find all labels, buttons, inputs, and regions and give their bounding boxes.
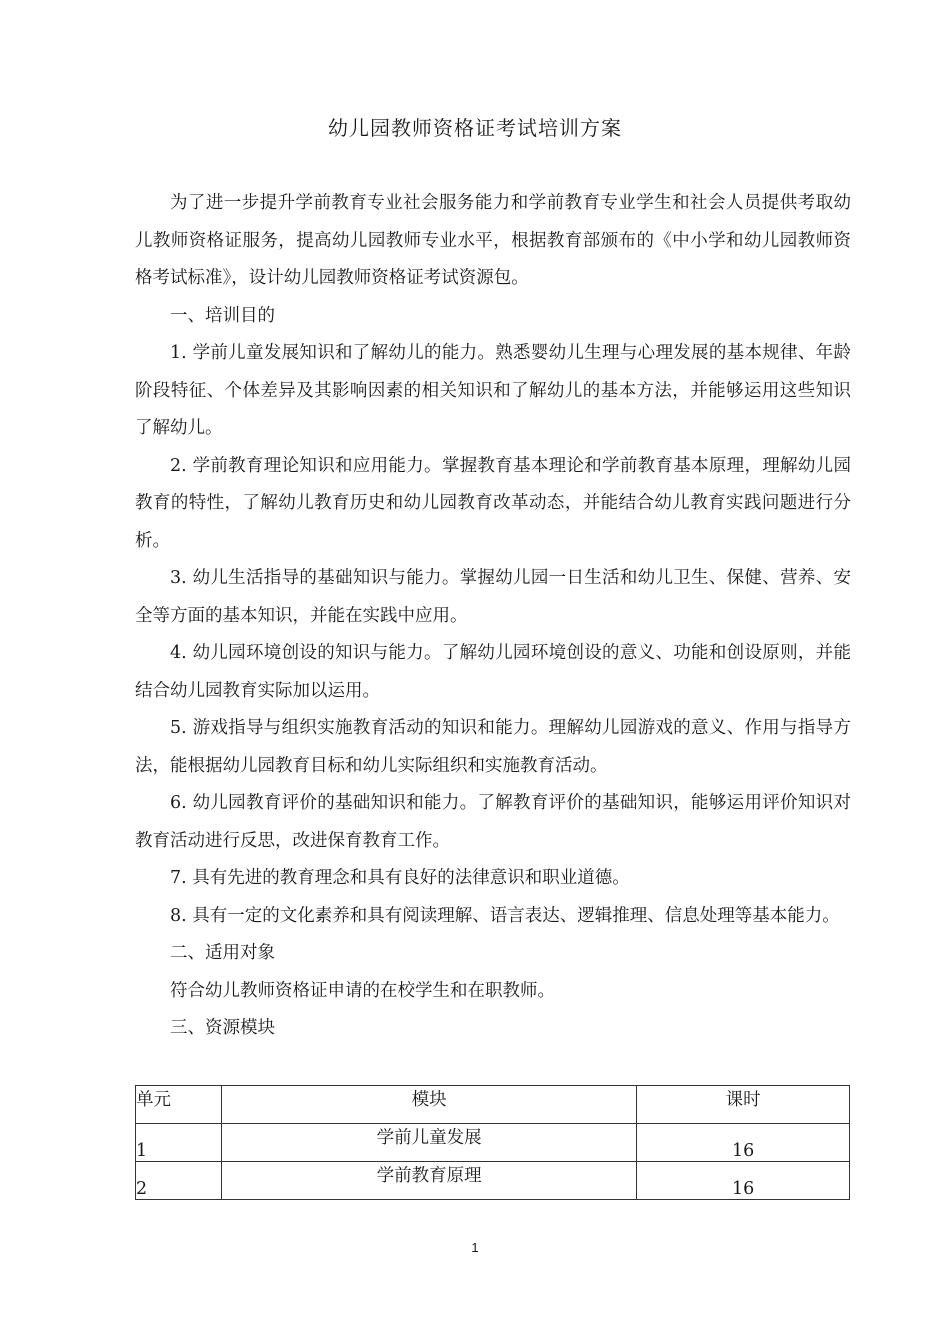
goal-item-6: 6. 幼儿园教育评价的基础知识和能力。了解教育评价的基础知识，能够运用评价知识对教育活动进行反思，改进保育教育工作。 [135,793,851,851]
column-header-module: 模块 [221,1086,636,1124]
column-header-unit: 单元 [136,1086,222,1124]
table-row [136,1162,850,1200]
goal-item-2: 2. 学前教育理论知识和应用能力。掌握教育基本理论和学前教育基本原理，理解幼儿园教育的特性，了解幼儿教育历史和幼儿园教育改革动态，并能结合幼儿教育实践问题进行分析。 [135,455,851,551]
goal-item-8: 8. 具有一定的文化素养和具有阅读理解、语言表达、逻辑推理、信息处理等基本能力。 [170,905,840,926]
goal-item-1: 1. 学前儿童发展知识和了解幼儿的能力。熟悉婴幼儿生理与心理发展的基本规律、年龄阶段特征、个体差异及其影响因素的相关知识和了解幼儿的基本方法，并能够运用这些知识了解幼儿。 [135,343,851,438]
page-number: 1 [471,1240,479,1255]
target-audience-text: 符合幼儿教师资格证申请的在校学生和在职教师。 [170,980,555,1001]
table-cell-hours: 16 [637,1162,850,1200]
document-title: 幼儿园教师资格证考试培训方案 [328,116,622,140]
goal-item-3: 3. 幼儿生活指导的基础知识与能力。掌握幼儿园一日生活和幼儿卫生、保健、营养、安全等方面的基本知识，并能在实践中应用。 [135,568,851,626]
table-header-row [136,1086,850,1124]
table-cell-unit: 1 [136,1124,222,1162]
document-body [135,185,851,1048]
table-cell-module: 学前儿童发展 [221,1124,636,1162]
section-heading-target-audience: 二、适用对象 [170,943,275,963]
column-header-hours: 课时 [637,1086,850,1124]
section-heading-resource-modules: 三、资源模块 [170,1018,275,1038]
goal-item-5: 5. 游戏指导与组织实施教育活动的知识和能力。理解幼儿园游戏的意义、作用与指导方法，能根据幼儿园教育目标和幼儿实际组织和实施教育活动。 [135,718,851,776]
goal-item-7: 7. 具有先进的教育理念和具有良好的法律意识和职业道德。 [170,868,630,888]
goal-item-4: 4. 幼儿园环境创设的知识与能力。了解幼儿园环境创设的意义、功能和创设原则，并能结合幼儿园教育实际加以运用。 [135,643,851,701]
resource-modules-table [135,1085,850,1200]
table-cell-unit: 2 [136,1162,222,1200]
table-row [136,1124,850,1162]
section-heading-training-goals: 一、培训目的 [170,305,275,326]
table-cell-module: 学前教育原理 [221,1162,636,1200]
table-cell-hours: 16 [637,1124,850,1162]
intro-paragraph: 为了进一步提升学前教育专业社会服务能力和学前教育专业学生和社会人员提供考取幼儿教师资格证服务，提高幼儿园教师专业水平，根据教育部颁布的《中小学和幼儿园教师资格考试标准》，设计幼儿园教师资格证考试资源包。 [135,193,851,288]
